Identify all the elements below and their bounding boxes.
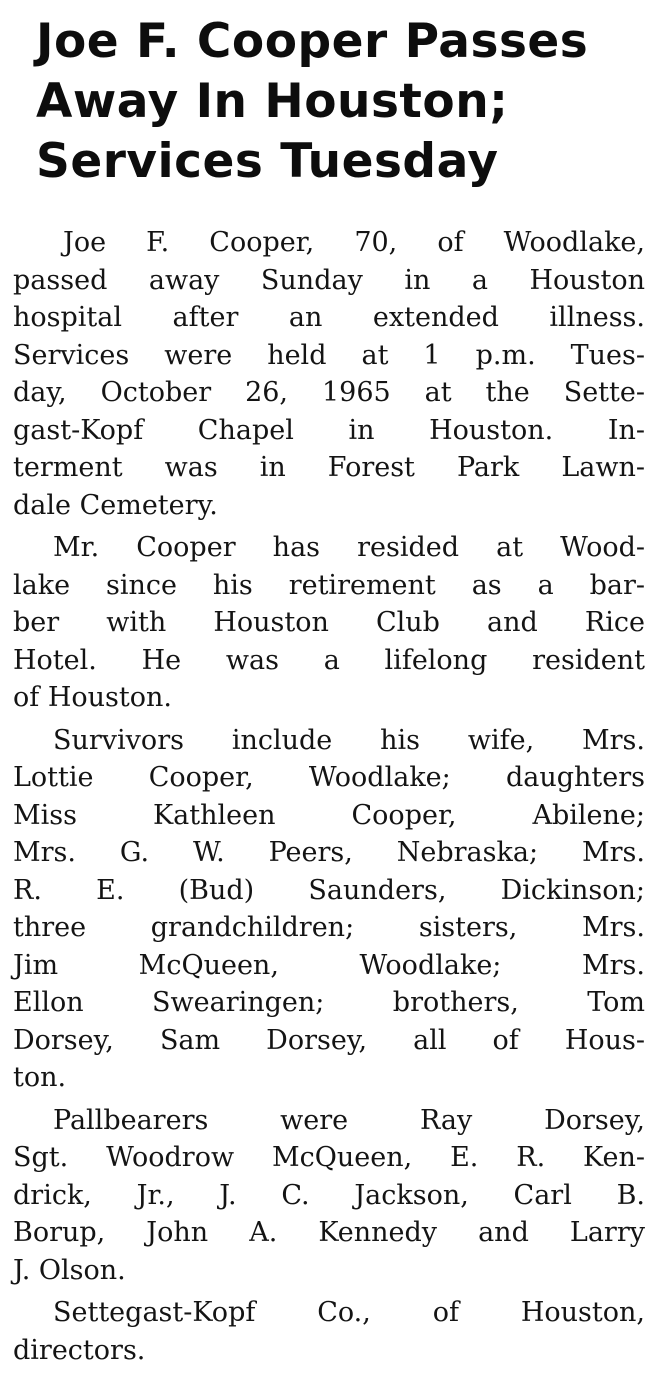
text-line: three grandchildren; sisters, Mrs. — [13, 912, 645, 943]
article-body — [13, 224, 645, 1374]
paragraph-pallbearers — [13, 1102, 645, 1290]
text-line: Jim McQueen, Woodlake; Mrs. — [13, 949, 645, 981]
text-line: ber with Houston Club and Rice — [13, 607, 645, 638]
text-line: hospital after an extended illness. — [13, 302, 645, 333]
text-line: ton. — [13, 1062, 67, 1093]
paragraph-funeral-directors — [13, 1294, 645, 1369]
text-line: Borup, John A. Kennedy and Larry — [13, 1217, 645, 1248]
paragraph-survivors — [13, 722, 645, 1097]
headline — [36, 12, 636, 192]
text-line: J. Olson. — [13, 1254, 126, 1286]
text-line: of Houston. — [13, 682, 172, 713]
text-line: Joe F. Cooper, 70, of Woodlake, — [63, 227, 645, 258]
text-line: Pallbearers were Ray Dorsey, — [53, 1104, 645, 1136]
text-line: Mr. Cooper has resided at Wood- — [53, 532, 645, 563]
text-line: Settegast-Kopf Co., of Houston, — [53, 1297, 645, 1328]
text-line: Dorsey, Sam Dorsey, all of Hous- — [13, 1024, 645, 1056]
text-line: drick, Jr., J. C. Jackson, Carl B. — [13, 1179, 645, 1211]
text-line: Lottie Cooper, Woodlake; daughters — [13, 762, 645, 793]
headline-line-2: Away In Houston; — [36, 74, 509, 129]
text-line: Sgt. Woodrow McQueen, E. R. Ken- — [13, 1142, 645, 1173]
text-line: Services were held at 1 p.m. Tues- — [13, 339, 645, 371]
text-line: R. E. (Bud) Saunders, Dickinson; — [13, 874, 645, 906]
headline-line-3: Services Tuesday — [36, 134, 499, 189]
text-line: Mrs. G. W. Peers, Nebraska; Mrs. — [13, 837, 645, 868]
text-line: gast-Kopf Chapel in Houston. In- — [13, 414, 645, 446]
text-line: Survivors include his wife, Mrs. — [53, 724, 645, 756]
text-line: lake since his retirement as a bar- — [13, 569, 645, 601]
text-line: passed away Sunday in a Houston — [13, 264, 645, 296]
text-line: Ellon Swearingen; brothers, Tom — [13, 987, 645, 1018]
text-line: Hotel. He was a lifelong resident — [13, 644, 645, 676]
text-line: directors. — [13, 1334, 146, 1366]
headline-line-1: Joe F. Cooper Passes — [36, 14, 589, 69]
text-line: day, October 26, 1965 at the Sette- — [13, 377, 645, 408]
text-line: dale Cemetery. — [13, 489, 218, 521]
paragraph-death-notice — [13, 224, 645, 524]
text-line: terment was in Forest Park Lawn- — [13, 452, 645, 483]
paragraph-biography — [13, 529, 645, 717]
text-line: Miss Kathleen Cooper, Abilene; — [13, 799, 645, 831]
